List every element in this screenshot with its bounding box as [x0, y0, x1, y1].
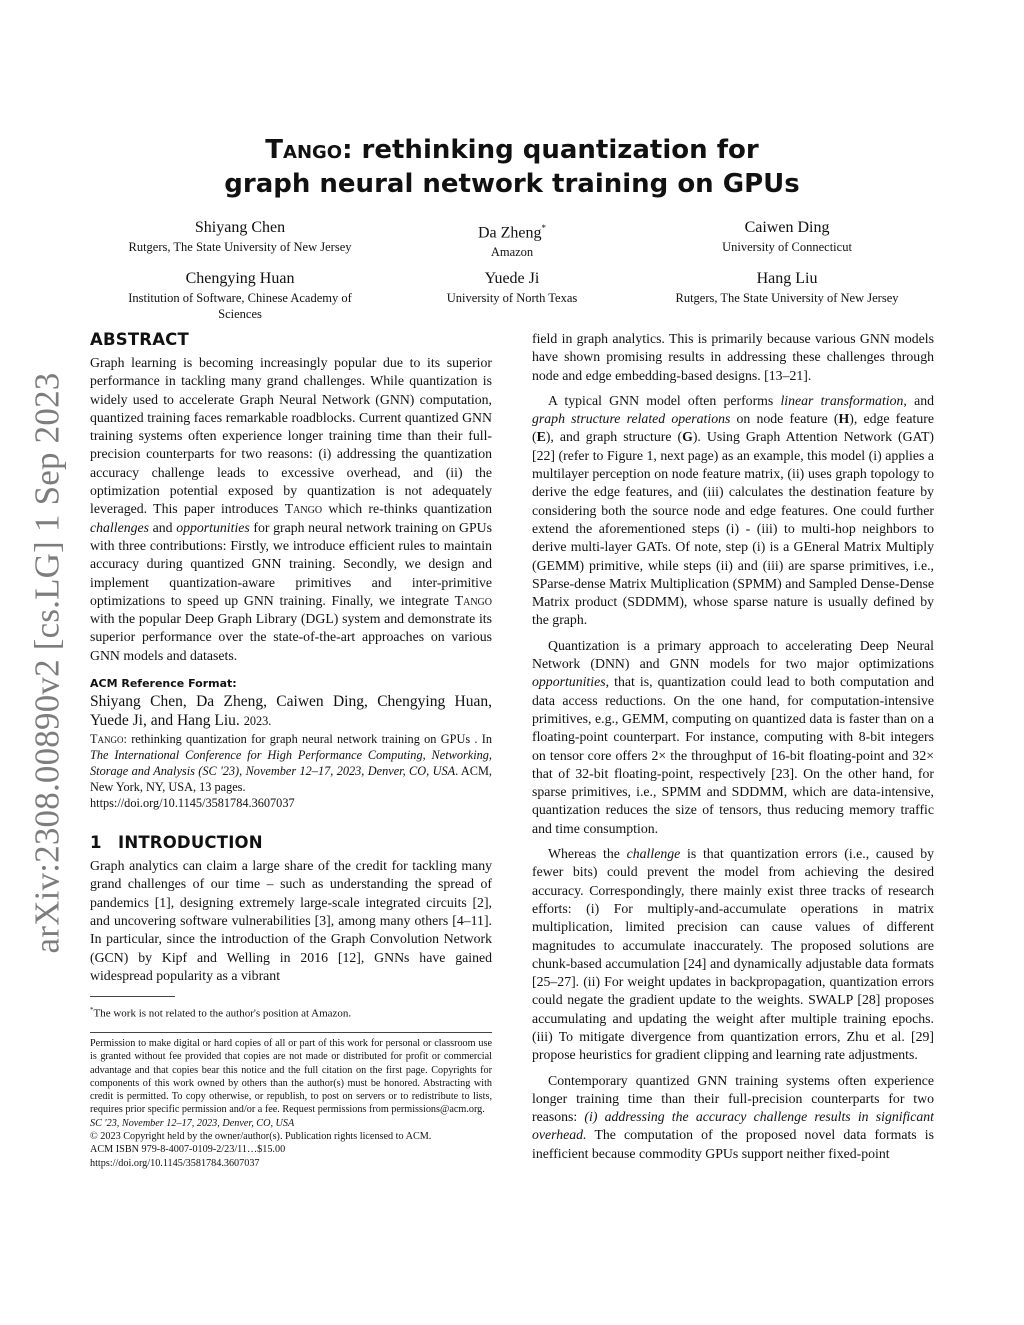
system-name: Tango: [265, 135, 343, 165]
author-affiliation: University of North Texas: [446, 291, 578, 305]
acm-reference-heading: ACM Reference Format:: [90, 677, 237, 691]
copyright-line: © 2023 Copyright held by the owner/author(s). Publication rights licensed to ACM.: [90, 1131, 432, 1143]
author-affiliation: Rutgers, The State University of New Jersey: [675, 291, 899, 305]
author-affiliation: Institution of Software, Chinese Academy of Sciences: [128, 291, 352, 321]
paper-title: [0, 133, 1024, 201]
author-block: [627, 218, 947, 255]
permission-block: [90, 1037, 492, 1170]
acm-reference-citation: Tango: rethinking quantization for graph neural network training on GPUs . In The International Conference for High Performance Computing, Networking, Storage and Analysis (SC '23), November 12–17, 2023, Denver, CO, USA. ACM, New York, NY, USA, 13 pages. https://doi.org/10.1145/3581784.3607037: [90, 732, 492, 811]
acm-reference-authors: Shiyang Chen, Da Zheng, Caiwen Ding, Chengying Huan, Yuede Ji, and Hang Liu. 2023.: [90, 693, 492, 730]
introduction-paragraph: Graph analytics can claim a large share of the credit for tackling many grand challenges of our time – such as understanding the spread of pandemics [1], designing extremely large-scale integrated circuits [2], and uncovering software vulnerabilities [3], among many others [4–11]. In particular, since the introduction of the Graph Convolution Network (GCN) by Kipf and Welling in 2016 [12], GNNs have gained widespread popularity as a vibrant: [90, 858, 492, 983]
author-block: [352, 218, 672, 260]
arxiv-identifier-text: arXiv:2308.00890v2 [cs.LG] 1 Sep 2023: [27, 372, 66, 953]
title-line-2: graph neural network training on GPUs: [224, 169, 800, 199]
footnote: *The work is not related to the author's position at Amazon.: [90, 1006, 352, 1020]
abstract-heading: ABSTRACT: [90, 330, 189, 349]
permission-doi[interactable]: https://doi.org/10.1145/3581784.3607037: [90, 1157, 260, 1169]
body-paragraph: field in graph analytics. This is primarily because various GNN models have shown promising results in addressing these challenges through node and edge embedding-based designs. [13–21].: [532, 331, 934, 383]
body-paragraph: Quantization is a primary approach to accelerating Deep Neural Network (DNN) and GNN models for two major optimizations opportunities, that is, quantization could lead to both computation and data access reductions. On the one hand, for computation-intensive primitives, e.g., GEMM, computing on quantized data is faster than on a floating-point counterpart. For instance, computing with 8-bit integers on tensor core offers 2× the throughput of 16-bit floating-point and 32× that of 32-bit floating-point, respectively [23]. On the other hand, for sparse primitives, i.e., SPMM and SDDMM, which are data-intensive, quantization reduces the size of tensors, thus reducing memory traffic and time consumption.: [532, 637, 934, 836]
acm-reference-doi[interactable]: https://doi.org/10.1145/3581784.3607037: [90, 796, 295, 811]
left-column: [90, 330, 492, 985]
footnote-divider: [90, 996, 175, 997]
author-affiliation: Rutgers, The State University of New Jersey: [128, 240, 352, 254]
author-name: Yuede Ji: [484, 270, 540, 287]
arxiv-identifier-stamp: [20, 365, 74, 960]
author-name: Da Zheng*: [477, 223, 547, 242]
footnote-marker: *: [541, 223, 547, 233]
body-paragraph: Contemporary quantized GNN training systems often experience longer training time than their full-precision counterparts for two reasons: (i) addressing the accuracy challenge results in significant overhead. The computation of the proposed novel data formats is inefficient because commodity GPUs support neither fixed-point: [532, 1072, 934, 1161]
conference-info: SC '23, November 12–17, 2023, Denver, CO, USA: [90, 1117, 295, 1129]
author-name: Hang Liu: [756, 270, 818, 287]
body-paragraph: A typical GNN model often performs linear transformation, and graph structure related operations on node feature (H), edge feature (E), and graph structure (G). Using Graph Attention Network (GAT) [22] (refer to Figure 1, next page) as an example, this model (i) applies a multilayer perception on node feature matrix, (ii) uses graph topology to derive the edge features, and (iii) calculates the destination feature by considering both the source node and edge features. One could further extend the aforementioned steps (i) - (iii) to multi-hop neighbors to derive multi-layer GATs. Of note, step (i) is a GEneral Matrix Multiply (GEMM) primitive, while steps (ii) and (iii) are sparse primitives, i.e., SParse-dense Matrix Multiplication (SPMM) and Sampled Dense-Dense Matrix product (SDDMM), whose sparse nature is usually defined by the graph.: [532, 392, 934, 628]
author-block: [627, 269, 947, 306]
title-line-1: : rethinking quantization for: [342, 135, 759, 165]
right-column: [532, 330, 934, 1163]
abstract-text: Graph learning is becoming increasingly popular due to its superior performance in tackling many grand challenges. While quantization is widely used to accelerate Graph Neural Network (GNN) computation, quantized training faces remarkable roadblocks. Current quantized GNN training systems often experience longer training time than their full-precision counterparts for two reasons: (i) addressing the quantization accuracy challenge leads to excessive overhead, and (ii) the optimization potential exposed by quantization is not adequately leveraged. This paper introduces Tango which re-thinks quantization challenges and opportunities for graph neural network training on GPUs with three contributions: Firstly, we introduce efficient rules to maintain accuracy during quantized GNN training. Secondly, we design and implement quantization-aware primitives and inter-primitive optimizations to speed up GNN training. Finally, we integrate Tango with the popular Deep Graph Library (DGL) system and demonstrate its superior performance over the state-of-the-art approaches on various GNN models and datasets.: [90, 355, 492, 663]
author-block: [352, 269, 672, 306]
isbn-line: ACM ISBN 979-8-4007-0109-2/23/11…$15.00: [90, 1144, 286, 1156]
permission-divider: [90, 1032, 492, 1033]
author-affiliation: Amazon: [490, 245, 534, 260]
introduction-heading: 1 INTRODUCTION: [90, 833, 263, 853]
body-paragraph: Whereas the challenge is that quantization errors (i.e., caused by fewer bits) could prevent the model from achieving the desired accuracy. Correspondingly, there mainly exist three tracks of research efforts: (i) For multiply-and-accumulate operations in matrix multiplication, limited precision can cause values of different magnitudes to accumulate inaccurately. The proposed solutions are chunk-based accumulation [24] and dynamically adjustable data formats [25–27]. (ii) For weight updates in backpropagation, quantization errors could negate the gradient update to the weights. SWALP [28] proposes accumulating and updating the weight after multiple training epochs. (iii) To mitigate divergence from quantization errors, Zhu et al. [29] propose heuristics for gradient clipping and learning rate adjustments.: [532, 846, 935, 1063]
author-name: Chengying Huan: [185, 270, 295, 287]
permission-notice: Permission to make digital or hard copies of all or part of this work for personal or classroom use is granted without fee provided that copies are not made or distributed for profit or commercial advantage and that copies bear this notice and the full citation on the first page. Copyrights for components of this work owned by others than the author(s) must be honored. Abstracting with credit is permitted. To copy otherwise, or republish, to post on servers or to redistribute to lists, requires prior specific permission and/or a fee. Request permissions from permissions@acm.org.: [90, 1038, 492, 1116]
author-name: Caiwen Ding: [744, 219, 830, 236]
author-name: Shiyang Chen: [194, 219, 286, 236]
author-affiliation: University of Connecticut: [722, 240, 852, 254]
